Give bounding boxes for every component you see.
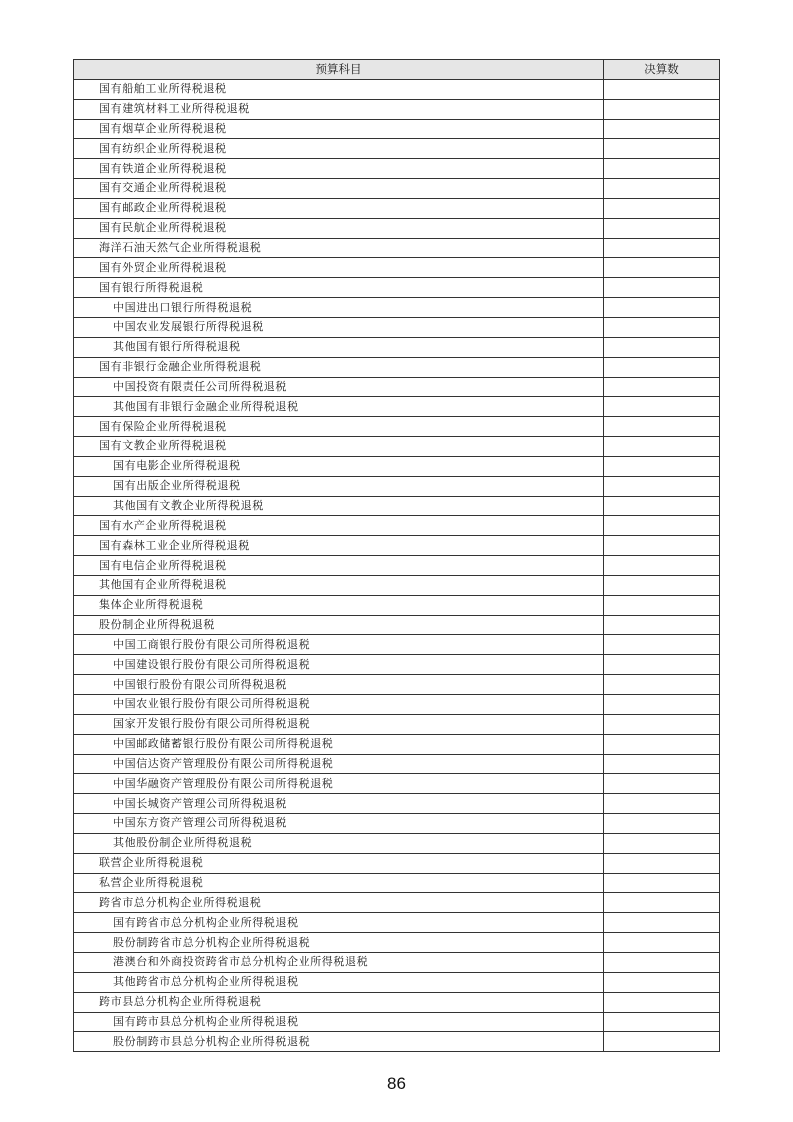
final-amount-cell <box>604 119 720 139</box>
final-amount-cell <box>604 575 720 595</box>
table-row <box>74 357 720 377</box>
table-header-row <box>74 60 720 80</box>
budget-item-name: 中国投资有限责任公司所得税退税 <box>74 377 604 397</box>
budget-item-name: 国有水产企业所得税退税 <box>74 516 604 536</box>
final-amount-cell <box>604 536 720 556</box>
table-row <box>74 397 720 417</box>
budget-item-name: 股份制跨市县总分机构企业所得税退税 <box>74 1032 604 1052</box>
budget-item-name: 国有电影企业所得税退税 <box>74 456 604 476</box>
table-row <box>74 119 720 139</box>
header-final-amount: 决算数 <box>604 60 720 80</box>
table-row <box>74 655 720 675</box>
header-budget-item: 预算科目 <box>74 60 604 80</box>
table-row <box>74 972 720 992</box>
budget-item-name: 国有文教企业所得税退税 <box>74 437 604 457</box>
table-row <box>74 675 720 695</box>
budget-item-name: 国有非银行金融企业所得税退税 <box>74 357 604 377</box>
table-row <box>74 238 720 258</box>
final-amount-cell <box>604 377 720 397</box>
budget-item-name: 国有邮政企业所得税退税 <box>74 198 604 218</box>
budget-item-name: 中国工商银行股份有限公司所得税退税 <box>74 635 604 655</box>
budget-item-name: 跨市县总分机构企业所得税退税 <box>74 992 604 1012</box>
budget-item-name: 中国华融资产管理股份有限公司所得税退税 <box>74 774 604 794</box>
final-amount-cell <box>604 675 720 695</box>
budget-item-name: 国有外贸企业所得税退税 <box>74 258 604 278</box>
final-amount-cell <box>604 992 720 1012</box>
table-row <box>74 198 720 218</box>
budget-item-name: 联营企业所得税退税 <box>74 853 604 873</box>
budget-item-name: 其他跨省市总分机构企业所得税退税 <box>74 972 604 992</box>
final-amount-cell <box>604 218 720 238</box>
budget-item-name: 中国银行股份有限公司所得税退税 <box>74 675 604 695</box>
table-row <box>74 337 720 357</box>
table-row <box>74 417 720 437</box>
final-amount-cell <box>604 595 720 615</box>
final-amount-cell <box>604 1032 720 1052</box>
final-amount-cell <box>604 714 720 734</box>
table-row <box>74 1012 720 1032</box>
final-amount-cell <box>604 456 720 476</box>
table-row <box>74 516 720 536</box>
budget-item-name: 中国农业发展银行所得税退税 <box>74 317 604 337</box>
budget-item-name: 中国建设银行股份有限公司所得税退税 <box>74 655 604 675</box>
budget-item-name: 私营企业所得税退税 <box>74 873 604 893</box>
budget-item-name: 中国进出口银行所得税退税 <box>74 298 604 318</box>
final-amount-cell <box>604 298 720 318</box>
budget-item-name: 国有建筑材料工业所得税退税 <box>74 99 604 119</box>
final-amount-cell <box>604 754 720 774</box>
page-number: 86 <box>387 1074 406 1093</box>
table-row <box>74 992 720 1012</box>
final-amount-cell <box>604 139 720 159</box>
final-amount-cell <box>604 496 720 516</box>
table-row <box>74 437 720 457</box>
budget-item-name: 中国邮政储蓄银行股份有限公司所得税退税 <box>74 734 604 754</box>
final-amount-cell <box>604 615 720 635</box>
budget-table <box>73 59 720 1052</box>
budget-item-name: 港澳台和外商投资跨省市总分机构企业所得税退税 <box>74 952 604 972</box>
final-amount-cell <box>604 774 720 794</box>
table-row <box>74 952 720 972</box>
table-row <box>74 556 720 576</box>
final-amount-cell <box>604 814 720 834</box>
table-row <box>74 278 720 298</box>
table-body <box>74 79 720 1051</box>
budget-item-name: 中国信达资产管理股份有限公司所得税退税 <box>74 754 604 774</box>
final-amount-cell <box>604 734 720 754</box>
budget-item-name: 海洋石油天然气企业所得税退税 <box>74 238 604 258</box>
budget-item-name: 国有跨省市总分机构企业所得税退税 <box>74 913 604 933</box>
budget-item-name: 国有烟草企业所得税退税 <box>74 119 604 139</box>
final-amount-cell <box>604 198 720 218</box>
table-row <box>74 179 720 199</box>
final-amount-cell <box>604 794 720 814</box>
budget-item-name: 其他股份制企业所得税退税 <box>74 833 604 853</box>
budget-item-name: 中国农业银行股份有限公司所得税退税 <box>74 695 604 715</box>
table-row <box>74 635 720 655</box>
final-amount-cell <box>604 893 720 913</box>
budget-item-name: 股份制企业所得税退税 <box>74 615 604 635</box>
table-row <box>74 695 720 715</box>
budget-item-name: 国有银行所得税退税 <box>74 278 604 298</box>
table-row <box>74 615 720 635</box>
table-row <box>74 258 720 278</box>
table-row <box>74 298 720 318</box>
budget-item-name: 其他国有文教企业所得税退税 <box>74 496 604 516</box>
final-amount-cell <box>604 655 720 675</box>
final-amount-cell <box>604 437 720 457</box>
table-row <box>74 913 720 933</box>
budget-item-name: 中国长城资产管理公司所得税退税 <box>74 794 604 814</box>
final-amount-cell <box>604 278 720 298</box>
table-row <box>74 218 720 238</box>
table-row <box>74 476 720 496</box>
table-row <box>74 1032 720 1052</box>
table-row <box>74 377 720 397</box>
final-amount-cell <box>604 357 720 377</box>
budget-item-name: 国有电信企业所得税退税 <box>74 556 604 576</box>
final-amount-cell <box>604 913 720 933</box>
table-row <box>74 575 720 595</box>
final-amount-cell <box>604 853 720 873</box>
final-amount-cell <box>604 397 720 417</box>
budget-item-name: 跨省市总分机构企业所得税退税 <box>74 893 604 913</box>
final-amount-cell <box>604 695 720 715</box>
table-row <box>74 139 720 159</box>
table-row <box>74 734 720 754</box>
table-row <box>74 714 720 734</box>
table-row <box>74 933 720 953</box>
table-row <box>74 159 720 179</box>
final-amount-cell <box>604 417 720 437</box>
budget-item-name: 国有森林工业企业所得税退税 <box>74 536 604 556</box>
table-row <box>74 774 720 794</box>
final-amount-cell <box>604 556 720 576</box>
table-row <box>74 317 720 337</box>
final-amount-cell <box>604 79 720 99</box>
table-row <box>74 754 720 774</box>
final-amount-cell <box>604 476 720 496</box>
final-amount-cell <box>604 258 720 278</box>
final-amount-cell <box>604 179 720 199</box>
table-row <box>74 79 720 99</box>
table-row <box>74 456 720 476</box>
table-row <box>74 595 720 615</box>
budget-item-name: 国有保险企业所得税退税 <box>74 417 604 437</box>
final-amount-cell <box>604 99 720 119</box>
final-amount-cell <box>604 873 720 893</box>
final-amount-cell <box>604 317 720 337</box>
table-row <box>74 536 720 556</box>
budget-item-name: 国有民航企业所得税退税 <box>74 218 604 238</box>
budget-item-name: 国有交通企业所得税退税 <box>74 179 604 199</box>
table-row <box>74 833 720 853</box>
table-row <box>74 853 720 873</box>
budget-item-name: 国有铁道企业所得税退税 <box>74 159 604 179</box>
budget-item-name: 其他国有非银行金融企业所得税退税 <box>74 397 604 417</box>
table-row <box>74 99 720 119</box>
final-amount-cell <box>604 952 720 972</box>
table-row <box>74 496 720 516</box>
budget-item-name: 其他国有银行所得税退税 <box>74 337 604 357</box>
table-row <box>74 794 720 814</box>
table-row <box>74 873 720 893</box>
final-amount-cell <box>604 159 720 179</box>
budget-item-name: 国有纺织企业所得税退税 <box>74 139 604 159</box>
final-amount-cell <box>604 337 720 357</box>
final-amount-cell <box>604 516 720 536</box>
budget-item-name: 股份制跨省市总分机构企业所得税退税 <box>74 933 604 953</box>
budget-item-name: 集体企业所得税退税 <box>74 595 604 615</box>
final-amount-cell <box>604 238 720 258</box>
budget-item-name: 国有船舶工业所得税退税 <box>74 79 604 99</box>
budget-item-name: 国家开发银行股份有限公司所得税退税 <box>74 714 604 734</box>
final-amount-cell <box>604 833 720 853</box>
budget-item-name: 中国东方资产管理公司所得税退税 <box>74 814 604 834</box>
final-amount-cell <box>604 635 720 655</box>
budget-item-name: 国有出版企业所得税退税 <box>74 476 604 496</box>
final-amount-cell <box>604 1012 720 1032</box>
table-row <box>74 893 720 913</box>
budget-item-name: 其他国有企业所得税退税 <box>74 575 604 595</box>
table-row <box>74 814 720 834</box>
budget-item-name: 国有跨市县总分机构企业所得税退税 <box>74 1012 604 1032</box>
final-amount-cell <box>604 972 720 992</box>
final-amount-cell <box>604 933 720 953</box>
